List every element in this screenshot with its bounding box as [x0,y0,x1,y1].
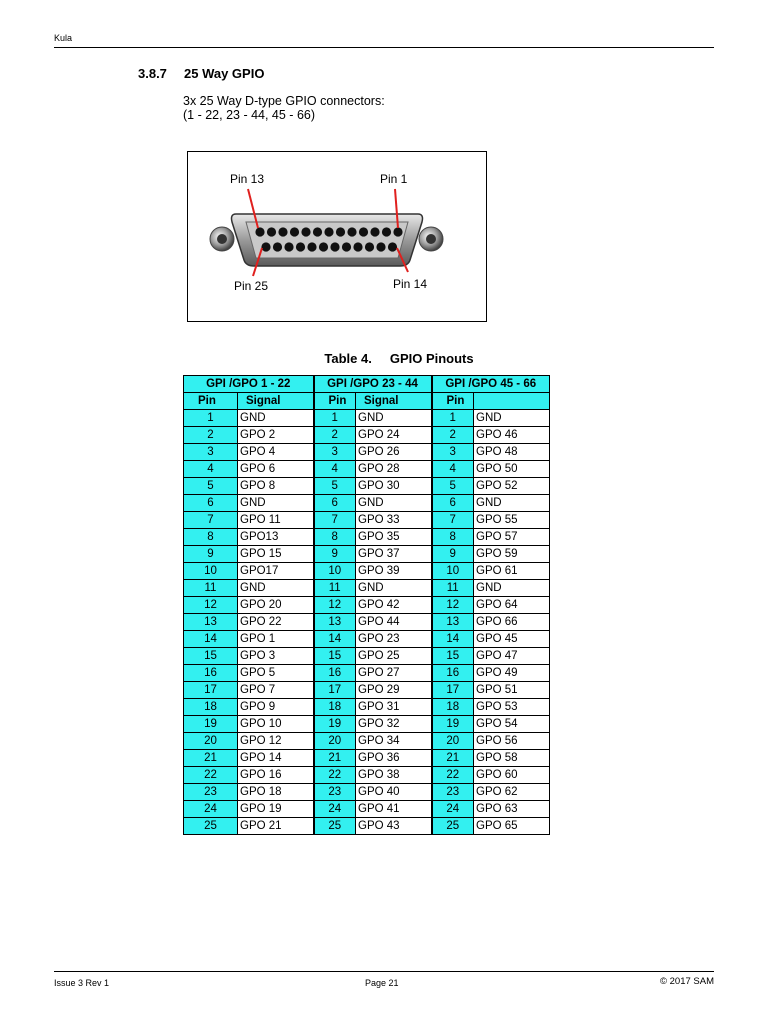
signal-cell: GPO 29 [356,682,432,699]
signal-header-empty [474,393,550,410]
connector-pin [278,227,287,236]
pin-cell: 5 [184,478,238,495]
pin-cell: 19 [314,716,356,733]
pin-header: Pin [314,393,356,410]
signal-cell: GPO 39 [356,563,432,580]
pin-cell: 5 [314,478,356,495]
group-header-1: GPI /GPO 1 - 22 [184,376,314,393]
connector-pin [382,227,391,236]
table-row [184,461,550,478]
group-header-2: GPI /GPO 23 - 44 [314,376,432,393]
signal-cell: GPO 11 [238,512,314,529]
section-title: 25 Way GPIO [184,66,265,81]
connector-pin [370,227,379,236]
signal-cell: GPO 51 [474,682,550,699]
pin-cell: 20 [184,733,238,750]
pin-cell: 20 [314,733,356,750]
table-row [184,648,550,665]
footer-copyright: © 2017 SAM [660,976,714,987]
db25-connector-diagram [188,152,486,321]
pin-cell: 6 [314,495,356,512]
table-row [184,410,550,427]
signal-cell: GPO 2 [238,427,314,444]
table-caption [0,351,768,366]
signal-cell: GPO 58 [474,750,550,767]
connector-pin [365,242,374,251]
signal-cell: GND [474,410,550,427]
table-row [184,614,550,631]
signal-cell: GPO 23 [356,631,432,648]
right-screw [419,227,443,251]
pin-cell: 14 [184,631,238,648]
pin-cell: 19 [184,716,238,733]
signal-cell: GPO 35 [356,529,432,546]
footer-issue: Issue 3 Rev 1 [54,978,110,988]
pin-cell: 24 [184,801,238,818]
signal-cell: GPO 7 [238,682,314,699]
signal-cell: GPO 20 [238,597,314,614]
table-row [184,784,550,801]
signal-cell: GPO 28 [356,461,432,478]
signal-cell: GPO 40 [356,784,432,801]
signal-cell: GPO 62 [474,784,550,801]
pin-cell: 3 [314,444,356,461]
gpio-pinout-table [183,375,550,835]
signal-cell: GND [356,495,432,512]
pin-cell: 23 [314,784,356,801]
pin-cell: 15 [432,648,474,665]
pin-cell: 9 [432,546,474,563]
intro-line-2: (1 - 22, 23 - 44, 45 - 66) [183,108,316,122]
table-row [184,512,550,529]
pin-cell: 13 [184,614,238,631]
pin-cell: 16 [314,665,356,682]
pin-cell: 22 [184,767,238,784]
signal-cell: GPO 49 [474,665,550,682]
signal-cell: GPO 31 [356,699,432,716]
connector-pin [290,227,299,236]
signal-cell: GPO 34 [356,733,432,750]
table-row [184,529,550,546]
signal-cell: GPO 46 [474,427,550,444]
signal-cell: GPO 63 [474,801,550,818]
pin-cell: 18 [314,699,356,716]
caption-number: Table 4. [324,351,372,366]
pin-cell: 2 [314,427,356,444]
pin-cell: 18 [432,699,474,716]
pin-header: Pin [184,393,238,410]
signal-cell: GPO 24 [356,427,432,444]
label-pin-13: Pin 13 [230,172,265,186]
label-pin-25: Pin 25 [234,279,269,293]
pin-cell: 3 [432,444,474,461]
connector-pin [307,242,316,251]
section-number: 3.8.7 [138,66,167,81]
pin-cell: 1 [184,410,238,427]
connector-pin [284,242,293,251]
pin-cell: 13 [432,614,474,631]
connector-pin [376,242,385,251]
header-doc-name: Kula [54,33,73,43]
connector-pin [255,227,264,236]
table-row [184,750,550,767]
signal-cell: GPO 5 [238,665,314,682]
connector-pin [324,227,333,236]
pin-cell: 8 [184,529,238,546]
table-row [184,716,550,733]
signal-cell: GND [474,495,550,512]
pin-cell: 2 [432,427,474,444]
pin-cell: 2 [184,427,238,444]
signal-cell: GPO 21 [238,818,314,835]
table-row [184,682,550,699]
pin-cell: 11 [184,580,238,597]
signal-cell: GPO 16 [238,767,314,784]
pin-cell: 14 [432,631,474,648]
connector-pin [301,227,310,236]
signal-cell: GPO 64 [474,597,550,614]
pin-cell: 21 [184,750,238,767]
pin-cell: 21 [314,750,356,767]
intro-line-1: 3x 25 Way D-type GPIO connectors: [183,94,385,108]
signal-cell: GPO 48 [474,444,550,461]
pin-cell: 17 [314,682,356,699]
signal-cell: GPO 45 [474,631,550,648]
pin-cell: 8 [432,529,474,546]
table-row [184,478,550,495]
pin-cell: 4 [184,461,238,478]
pin-cell: 17 [432,682,474,699]
signal-cell: GPO 15 [238,546,314,563]
signal-cell: GPO 55 [474,512,550,529]
signal-cell: GPO 42 [356,597,432,614]
table-row [184,818,550,835]
pin-cell: 14 [314,631,356,648]
pin-cell: 6 [184,495,238,512]
pin-cell: 7 [314,512,356,529]
pin-cell: 23 [184,784,238,801]
signal-cell: GPO 37 [356,546,432,563]
connector-pin [267,227,276,236]
pin-cell: 24 [314,801,356,818]
caption-title: GPIO Pinouts [389,351,474,366]
signal-cell: GPO 1 [238,631,314,648]
signal-cell: GPO 36 [356,750,432,767]
signal-cell: GND [356,580,432,597]
signal-cell: GPO 30 [356,478,432,495]
signal-cell: GPO 66 [474,614,550,631]
connector-pin [353,242,362,251]
signal-cell: GPO 59 [474,546,550,563]
table-row [184,495,550,512]
header-divider [54,47,714,48]
pin-cell: 13 [314,614,356,631]
table-row [184,597,550,614]
signal-header: Signal [356,393,432,410]
sub-header-row [184,393,550,410]
pin-cell: 23 [432,784,474,801]
signal-cell: GPO17 [238,563,314,580]
pin-cell: 25 [184,818,238,835]
pin-cell: 6 [432,495,474,512]
left-screw [210,227,234,251]
pin-cell: 22 [314,767,356,784]
connector-pin [273,242,282,251]
signal-cell: GPO 33 [356,512,432,529]
table-row [184,699,550,716]
pin-cell: 25 [314,818,356,835]
label-pin-14: Pin 14 [393,277,428,291]
signal-cell: GPO 8 [238,478,314,495]
signal-cell: GPO 44 [356,614,432,631]
signal-cell: GPO 53 [474,699,550,716]
signal-cell: GPO 27 [356,665,432,682]
pin-cell: 24 [432,801,474,818]
pin-cell: 9 [314,546,356,563]
signal-cell: GPO 32 [356,716,432,733]
table-row [184,444,550,461]
signal-cell: GPO 60 [474,767,550,784]
signal-cell: GND [238,495,314,512]
group-header-row [184,376,550,393]
pin-cell: 12 [314,597,356,614]
pin-cell: 3 [184,444,238,461]
pin-cell: 11 [314,580,356,597]
pin-cell: 22 [432,767,474,784]
pin-cell: 8 [314,529,356,546]
connector-figure [187,151,487,322]
connector-pin [388,242,397,251]
table-row [184,767,550,784]
table-row [184,733,550,750]
table-row [184,546,550,563]
signal-cell: GPO 38 [356,767,432,784]
table-row [184,665,550,682]
pin-cell: 15 [314,648,356,665]
pin-cell: 10 [432,563,474,580]
pin-cell: 17 [184,682,238,699]
signal-cell: GPO 10 [238,716,314,733]
connector-pin [393,227,402,236]
pin-cell: 15 [184,648,238,665]
signal-cell: GPO 41 [356,801,432,818]
pin-cell: 7 [184,512,238,529]
signal-cell: GPO 50 [474,461,550,478]
signal-cell: GPO 43 [356,818,432,835]
pin-cell: 18 [184,699,238,716]
signal-cell: GPO 3 [238,648,314,665]
signal-cell: GPO 18 [238,784,314,801]
signal-cell: GPO 4 [238,444,314,461]
signal-cell: GND [238,580,314,597]
pin-cell: 10 [314,563,356,580]
pin-cell: 4 [432,461,474,478]
signal-cell: GPO 12 [238,733,314,750]
signal-cell: GPO 61 [474,563,550,580]
connector-pin [319,242,328,251]
pin-cell: 12 [184,597,238,614]
signal-cell: GPO 19 [238,801,314,818]
pin-cell: 20 [432,733,474,750]
pin-cell: 7 [432,512,474,529]
connector-pin [347,227,356,236]
signal-cell: GND [238,410,314,427]
signal-cell: GPO 52 [474,478,550,495]
signal-cell: GPO 56 [474,733,550,750]
pin-cell: 19 [432,716,474,733]
connector-pin [313,227,322,236]
pin-cell: 1 [314,410,356,427]
signal-cell: GPO 65 [474,818,550,835]
table-row [184,580,550,597]
pin-cell: 4 [314,461,356,478]
connector-pin [359,227,368,236]
pin-cell: 10 [184,563,238,580]
pin-cell: 16 [432,665,474,682]
signal-cell: GPO13 [238,529,314,546]
table-row [184,801,550,818]
signal-cell: GPO 22 [238,614,314,631]
signal-cell: GPO 57 [474,529,550,546]
pin-cell: 5 [432,478,474,495]
signal-cell: GPO 54 [474,716,550,733]
signal-header: Signal [238,393,314,410]
connector-pin [342,242,351,251]
connector-pin [296,242,305,251]
signal-cell: GPO 25 [356,648,432,665]
signal-cell: GND [356,410,432,427]
footer-divider [54,971,714,972]
signal-cell: GPO 26 [356,444,432,461]
connector-pin [330,242,339,251]
signal-cell: GPO 9 [238,699,314,716]
connector-pin [336,227,345,236]
pin-cell: 21 [432,750,474,767]
pin-cell: 12 [432,597,474,614]
pin-cell: 11 [432,580,474,597]
table-row [184,631,550,648]
pin-cell: 25 [432,818,474,835]
signal-cell: GPO 6 [238,461,314,478]
signal-cell: GPO 14 [238,750,314,767]
group-header-3: GPI /GPO 45 - 66 [432,376,550,393]
connector-pin [261,242,270,251]
signal-cell: GPO 47 [474,648,550,665]
label-pin-1: Pin 1 [380,172,408,186]
pin-cell: 16 [184,665,238,682]
footer-page-number: Page 21 [365,978,399,988]
pin-header: Pin [432,393,474,410]
signal-cell: GND [474,580,550,597]
table-row [184,427,550,444]
table-row [184,563,550,580]
pin-cell: 9 [184,546,238,563]
section-intro [183,94,385,122]
pin-cell: 1 [432,410,474,427]
